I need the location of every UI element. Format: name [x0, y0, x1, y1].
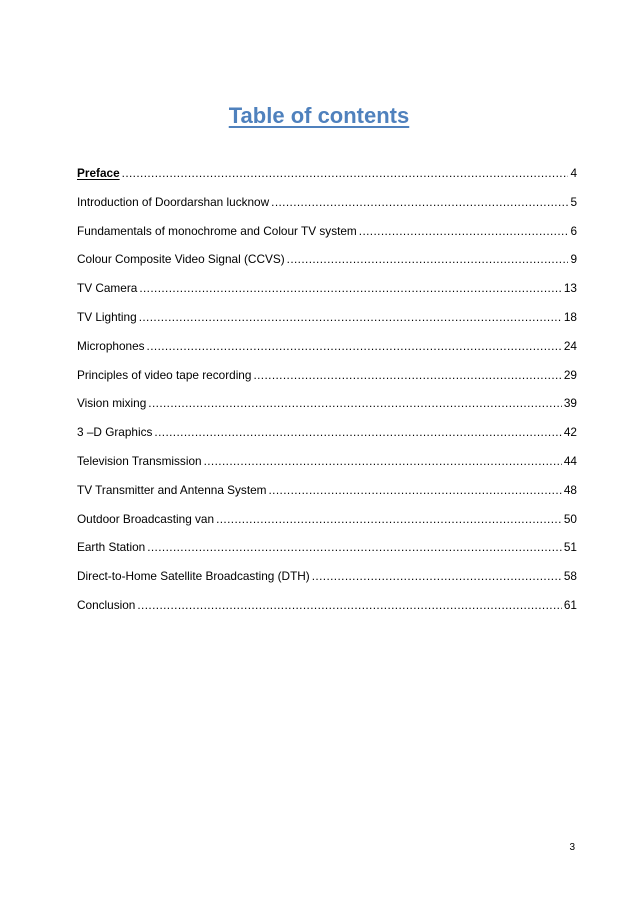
- toc-entry[interactable]: [77, 425, 577, 454]
- toc-dot-leader: [122, 166, 569, 180]
- toc-entry[interactable]: [77, 483, 577, 512]
- toc-entry-page-number: 13: [563, 281, 577, 296]
- toc-entry-title: Preface: [77, 166, 120, 180]
- toc-entry-title: Television Transmission: [77, 453, 202, 468]
- toc-entry-title: TV Transmitter and Antenna System: [77, 482, 267, 497]
- toc-dot-leader: [287, 252, 569, 266]
- toc-entry-title: Principles of video tape recording: [77, 367, 252, 382]
- toc-entry-title: Outdoor Broadcasting van: [77, 511, 215, 526]
- toc-entry-page-number: 5: [570, 194, 577, 209]
- toc-entry-title: Fundamentals of monochrome and Colour TV system: [77, 223, 357, 238]
- toc-entry-page-number: 39: [563, 396, 577, 411]
- toc-entry[interactable]: [77, 166, 577, 195]
- toc-entry-page-number: 50: [563, 511, 577, 526]
- toc-entry-page-number: 51: [563, 540, 577, 555]
- toc-entry-title: 3 –D Graphics: [77, 425, 153, 440]
- toc-entry-title: Introduction of Doordarshan lucknow: [77, 194, 270, 209]
- toc-entry[interactable]: [77, 224, 577, 253]
- toc-entry-page-number: 4: [570, 166, 577, 180]
- toc-dot-leader: [312, 569, 562, 583]
- toc-entry[interactable]: [77, 310, 577, 339]
- toc-dot-leader: [147, 540, 562, 554]
- toc-entry[interactable]: [77, 252, 577, 281]
- toc-entry-title: Direct-to-Home Satellite Broadcasting (DTH): [77, 569, 310, 584]
- toc-entry[interactable]: [77, 454, 577, 483]
- toc-entry[interactable]: [77, 569, 577, 598]
- toc-entry-page-number: 42: [563, 425, 577, 440]
- toc-dot-leader: [147, 339, 562, 353]
- toc-entry[interactable]: [77, 540, 577, 569]
- toc-entry-title: Conclusion: [77, 597, 136, 612]
- toc-entry[interactable]: [77, 368, 577, 397]
- toc-entry[interactable]: [77, 396, 577, 425]
- toc-entry-page-number: 18: [563, 309, 577, 324]
- toc-entry-title: TV Lighting: [77, 309, 137, 324]
- toc-entry-title: Earth Station: [77, 540, 146, 555]
- toc-dot-leader: [139, 281, 562, 295]
- page-number: 3: [569, 842, 575, 853]
- toc-dot-leader: [216, 512, 562, 526]
- toc-dot-leader: [154, 425, 561, 439]
- toc-entry-title: Colour Composite Video Signal (CCVS): [77, 252, 285, 267]
- table-of-contents: [77, 166, 577, 627]
- toc-entry-page-number: 58: [563, 569, 577, 584]
- toc-entry[interactable]: [77, 195, 577, 224]
- toc-entry-page-number: 44: [563, 453, 577, 468]
- toc-dot-leader: [271, 195, 568, 209]
- toc-entry-page-number: 29: [563, 367, 577, 382]
- toc-dot-leader: [139, 310, 562, 324]
- toc-entry-page-number: 24: [563, 338, 577, 353]
- toc-entry[interactable]: [77, 281, 577, 310]
- toc-dot-leader: [253, 368, 561, 382]
- toc-entry-page-number: 6: [570, 223, 577, 238]
- toc-entry[interactable]: [77, 339, 577, 368]
- toc-dot-leader: [359, 224, 569, 238]
- toc-dot-leader: [137, 598, 562, 612]
- toc-entry-page-number: 61: [563, 597, 577, 612]
- toc-entry-title: Vision mixing: [77, 396, 147, 411]
- toc-dot-leader: [204, 454, 562, 468]
- page-title: Table of contents: [228, 103, 410, 128]
- toc-dot-leader: [148, 396, 562, 410]
- toc-entry-page-number: 9: [570, 252, 577, 267]
- toc-entry[interactable]: [77, 512, 577, 541]
- toc-entry[interactable]: [77, 598, 577, 627]
- toc-entry-page-number: 48: [563, 482, 577, 497]
- toc-entry-title: TV Camera: [77, 281, 138, 296]
- toc-entry-title: Microphones: [77, 338, 145, 353]
- toc-dot-leader: [269, 483, 562, 497]
